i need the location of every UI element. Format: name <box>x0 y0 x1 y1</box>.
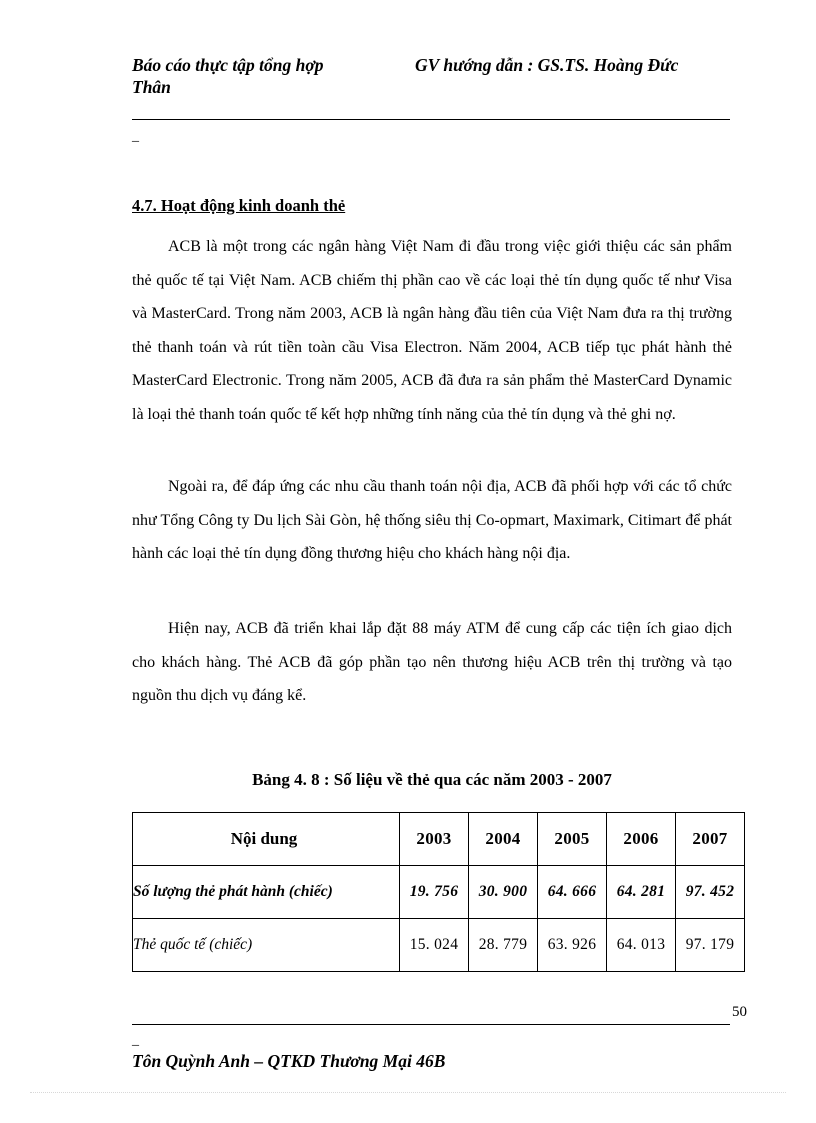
header-cell-2006: 2006 <box>607 813 676 866</box>
row-label: Thẻ quốc tế (chiếc) <box>133 919 400 972</box>
header-dash: _ <box>132 129 139 144</box>
header-report-title: Báo cáo thực tập tổng hợp <box>132 55 324 75</box>
table-caption: Bảng 4. 8 : Số liệu về thẻ qua các năm 2003 - 2007 <box>252 770 612 789</box>
table-row <box>133 866 745 919</box>
table-cell: 63. 926 <box>538 919 607 972</box>
table-cell: 64. 013 <box>607 919 676 972</box>
table-cell: 28. 779 <box>469 919 538 972</box>
page-bottom-dotted-line <box>30 1092 786 1093</box>
table-cell: 97. 179 <box>676 919 745 972</box>
table-cell: 97. 452 <box>676 866 745 919</box>
header-continuation: Thân <box>132 77 171 97</box>
table-cell: 15. 024 <box>400 919 469 972</box>
card-statistics-table <box>132 812 745 972</box>
table-cell: 30. 900 <box>469 866 538 919</box>
section-title: 4.7. Hoạt động kinh doanh thẻ <box>132 196 346 215</box>
table-cell: 64. 666 <box>538 866 607 919</box>
header-cell-2003: 2003 <box>400 813 469 866</box>
footer-divider <box>132 1024 730 1025</box>
header-cell-2007: 2007 <box>676 813 745 866</box>
footer-author: Tôn Quỳnh Anh – QTKD Thương Mại 46B <box>132 1051 446 1071</box>
header-cell-2005: 2005 <box>538 813 607 866</box>
paragraph-1: ACB là một trong các ngân hàng Việt Nam đi đầu trong việc giới thiệu các sản phẩm thẻ quốc tế tại Việt Nam. ACB chiếm thị phần cao về các loại thẻ tín dụng quốc tế như Visa và MasterCard. Trong năm 2003, ACB là ngân hàng đầu tiên của Việt Nam đưa ra thị trường thẻ thanh toán và rút tiền toàn cầu Visa Electron. Năm 2004, ACB tiếp tục phát hành thẻ MasterCard Electronic. Trong năm 2005, ACB đã đưa ra sản phẩm thẻ MasterCard Dynamic là loại thẻ thanh toán quốc tế kết hợp những tính năng của thẻ tín dụng và thẻ ghi nợ. <box>132 238 732 423</box>
header-left <box>132 54 392 98</box>
header-cell-2004: 2004 <box>469 813 538 866</box>
header-divider <box>132 119 730 120</box>
table-header-row <box>133 813 745 866</box>
footer-dash: _ <box>132 1033 139 1048</box>
header-cell-content: Nội dung <box>133 813 400 866</box>
table-cell: 64. 281 <box>607 866 676 919</box>
header-supervisor: GV hướng dẫn : GS.TS. Hoàng Đức <box>415 55 679 75</box>
paragraph-2: Ngoài ra, để đáp ứng các nhu cầu thanh toán nội địa, ACB đã phối hợp với các tổ chức như Tổng Công ty Du lịch Sài Gòn, hệ thống siêu thị Co-opmart, Maximark, Citimart để phát hành các loại thẻ tín dụng đồng thương hiệu cho khách hàng nội địa. <box>132 478 732 562</box>
table-row <box>133 919 745 972</box>
row-label: Số lượng thẻ phát hành (chiếc) <box>133 866 400 919</box>
table-cell: 19. 756 <box>400 866 469 919</box>
page-number: 50 <box>732 1004 747 1020</box>
paragraph-3: Hiện nay, ACB đã triển khai lắp đặt 88 máy ATM để cung cấp các tiện ích giao dịch cho khách hàng. Thẻ ACB đã góp phần tạo nên thương hiệu ACB trên thị trường và tạo nguồn thu dịch vụ đáng kể. <box>132 620 732 704</box>
